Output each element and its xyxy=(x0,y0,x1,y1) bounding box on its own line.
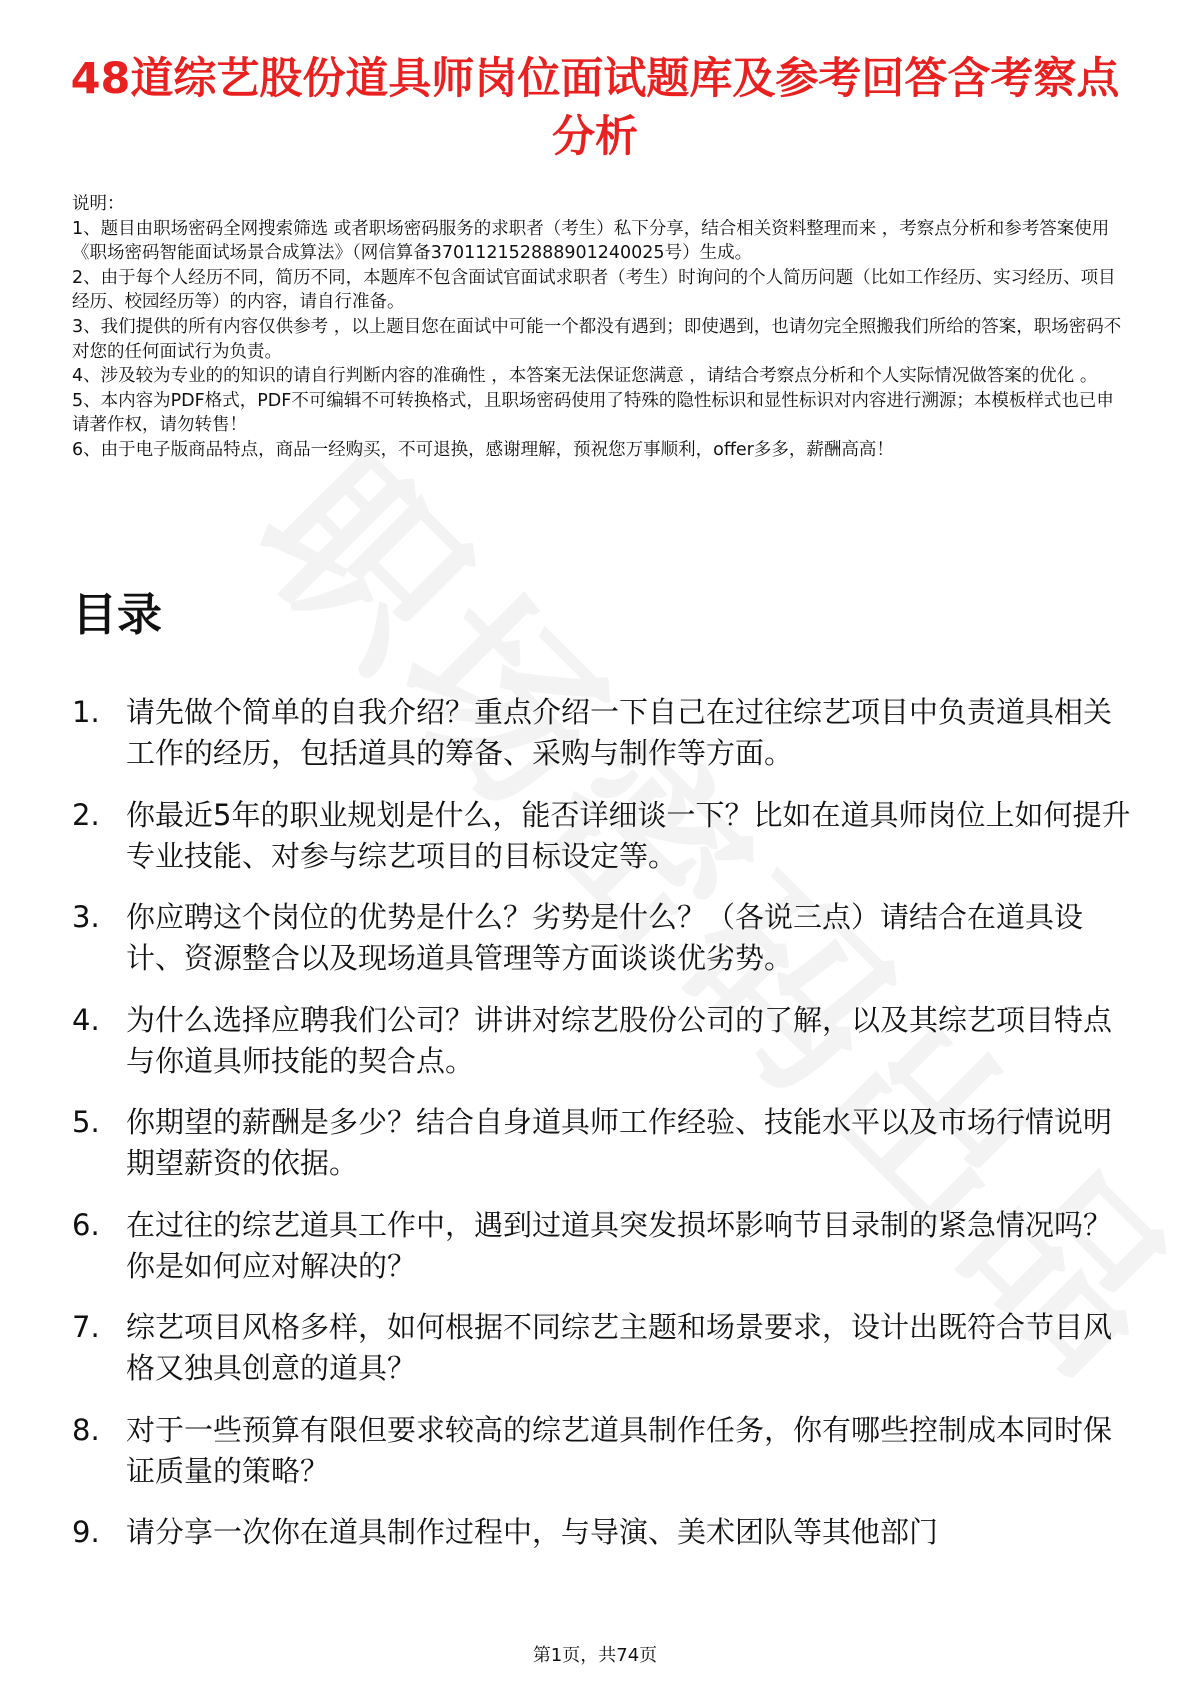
question-item[interactable] xyxy=(72,1512,1132,1553)
question-text: 你最近5年的职业规划是什么，能否详细谈一下？比如在道具师岗位上如何提升专业技能、对参与综艺项目的目标设定等。 xyxy=(126,797,1131,873)
question-list xyxy=(72,692,1132,1574)
question-text: 你期望的薪酬是多少？结合自身道具师工作经验、技能水平以及市场行情说明期望薪资的依据。 xyxy=(126,1105,1113,1180)
note-item: 1、题目由职场密码全网搜索筛选 或者职场密码服务的求职者（考生）私下分享，结合相关资料整理而来 ，考察点分析和参考答案使用《职场密码智能面试场景合成算法》（网信算备370112152888901240025号）生成。 xyxy=(72,218,1110,264)
page-title: 48道综艺股份道具师岗位面试题库及参考回答含考察点分析 xyxy=(70,54,1120,162)
question-number: 7. xyxy=(72,1310,100,1344)
question-text: 请分享一次你在道具制作过程中，与导演、美术团队等其他部门 xyxy=(126,1515,939,1549)
question-number: 9. xyxy=(72,1515,100,1549)
question-text: 你应聘这个岗位的优势是什么？劣势是什么？（各说三点）请结合在道具设计、资源整合以及现场道具管理等方面谈谈优劣势。 xyxy=(126,900,1084,975)
question-item[interactable] xyxy=(72,1000,1132,1082)
question-text: 在过往的综艺道具工作中，遇到过道具突发损坏影响节目录制的紧急情况吗？你是如何应对解决的？ xyxy=(126,1207,1113,1283)
question-number: 6. xyxy=(72,1207,100,1242)
note-item: 6、由于电子版商品特点，商品一经购买，不可退换，感谢理解，预祝您万事顺利，offer多多，薪酬高高！ xyxy=(72,439,894,460)
question-text: 为什么选择应聘我们公司？讲讲对综艺股份公司的了解，以及其综艺项目特点与你道具师技能的契合点。 xyxy=(126,1002,1113,1078)
note-item: 3、我们提供的所有内容仅供参考 ，以上题目您在面试中可能一个都没有遇到；即使遇到，也请勿完全照搬我们所给的答案，职场密码不对您的任何面试行为负责。 xyxy=(72,316,1122,362)
page-footer: 第1页，共74页 xyxy=(532,1645,658,1666)
question-item[interactable] xyxy=(72,692,1132,774)
question-number: 5. xyxy=(72,1105,100,1139)
note-item: 2、由于每个人经历不同，简历不同，本题库不包含面试官面试求职者（考生）时询问的个人简历问题（比如工作经历、实习经历、项目经历、校园经历等）的内容，请自行准备。 xyxy=(72,267,1116,313)
note-item: 5、本内容为PDF格式，PDF不可编辑不可转换格式，且职场密码使用了特殊的隐性标识和显性标识对内容进行溯源；本模板样式也已申请著作权，请勿转售！ xyxy=(72,390,1114,436)
question-number: 8. xyxy=(72,1412,100,1447)
question-text: 对于一些预算有限但要求较高的综艺道具制作任务，你有哪些控制成本同时保证质量的策略？ xyxy=(126,1412,1113,1488)
question-number: 2. xyxy=(72,797,100,832)
notes-section xyxy=(72,192,1122,463)
question-number: 4. xyxy=(72,1002,100,1037)
question-text: 综艺项目风格多样，如何根据不同综艺主题和场景要求，设计出既符合节目风格又独具创意的道具？ xyxy=(126,1310,1113,1385)
notes-heading: 说明： xyxy=(72,194,125,214)
toc-heading: 目录 xyxy=(72,588,163,641)
question-number: 1. xyxy=(72,695,100,729)
question-text: 请先做个简单的自我介绍？重点介绍一下自己在过往综艺项目中负责道具相关工作的经历，包括道具的筹备、采购与制作等方面。 xyxy=(126,695,1113,770)
question-item[interactable] xyxy=(72,897,1132,979)
question-item[interactable] xyxy=(72,795,1132,877)
question-item[interactable] xyxy=(72,1307,1132,1389)
question-number: 3. xyxy=(72,900,100,934)
note-item: 4、涉及较为专业的的知识的请自行判断内容的准确性 ，本答案无法保证您满意 ，请结合考察点分析和个人实际情况做答案的优化 。 xyxy=(72,366,1098,387)
question-item[interactable] xyxy=(72,1410,1132,1492)
question-item[interactable] xyxy=(72,1102,1132,1184)
question-item[interactable] xyxy=(72,1205,1132,1287)
